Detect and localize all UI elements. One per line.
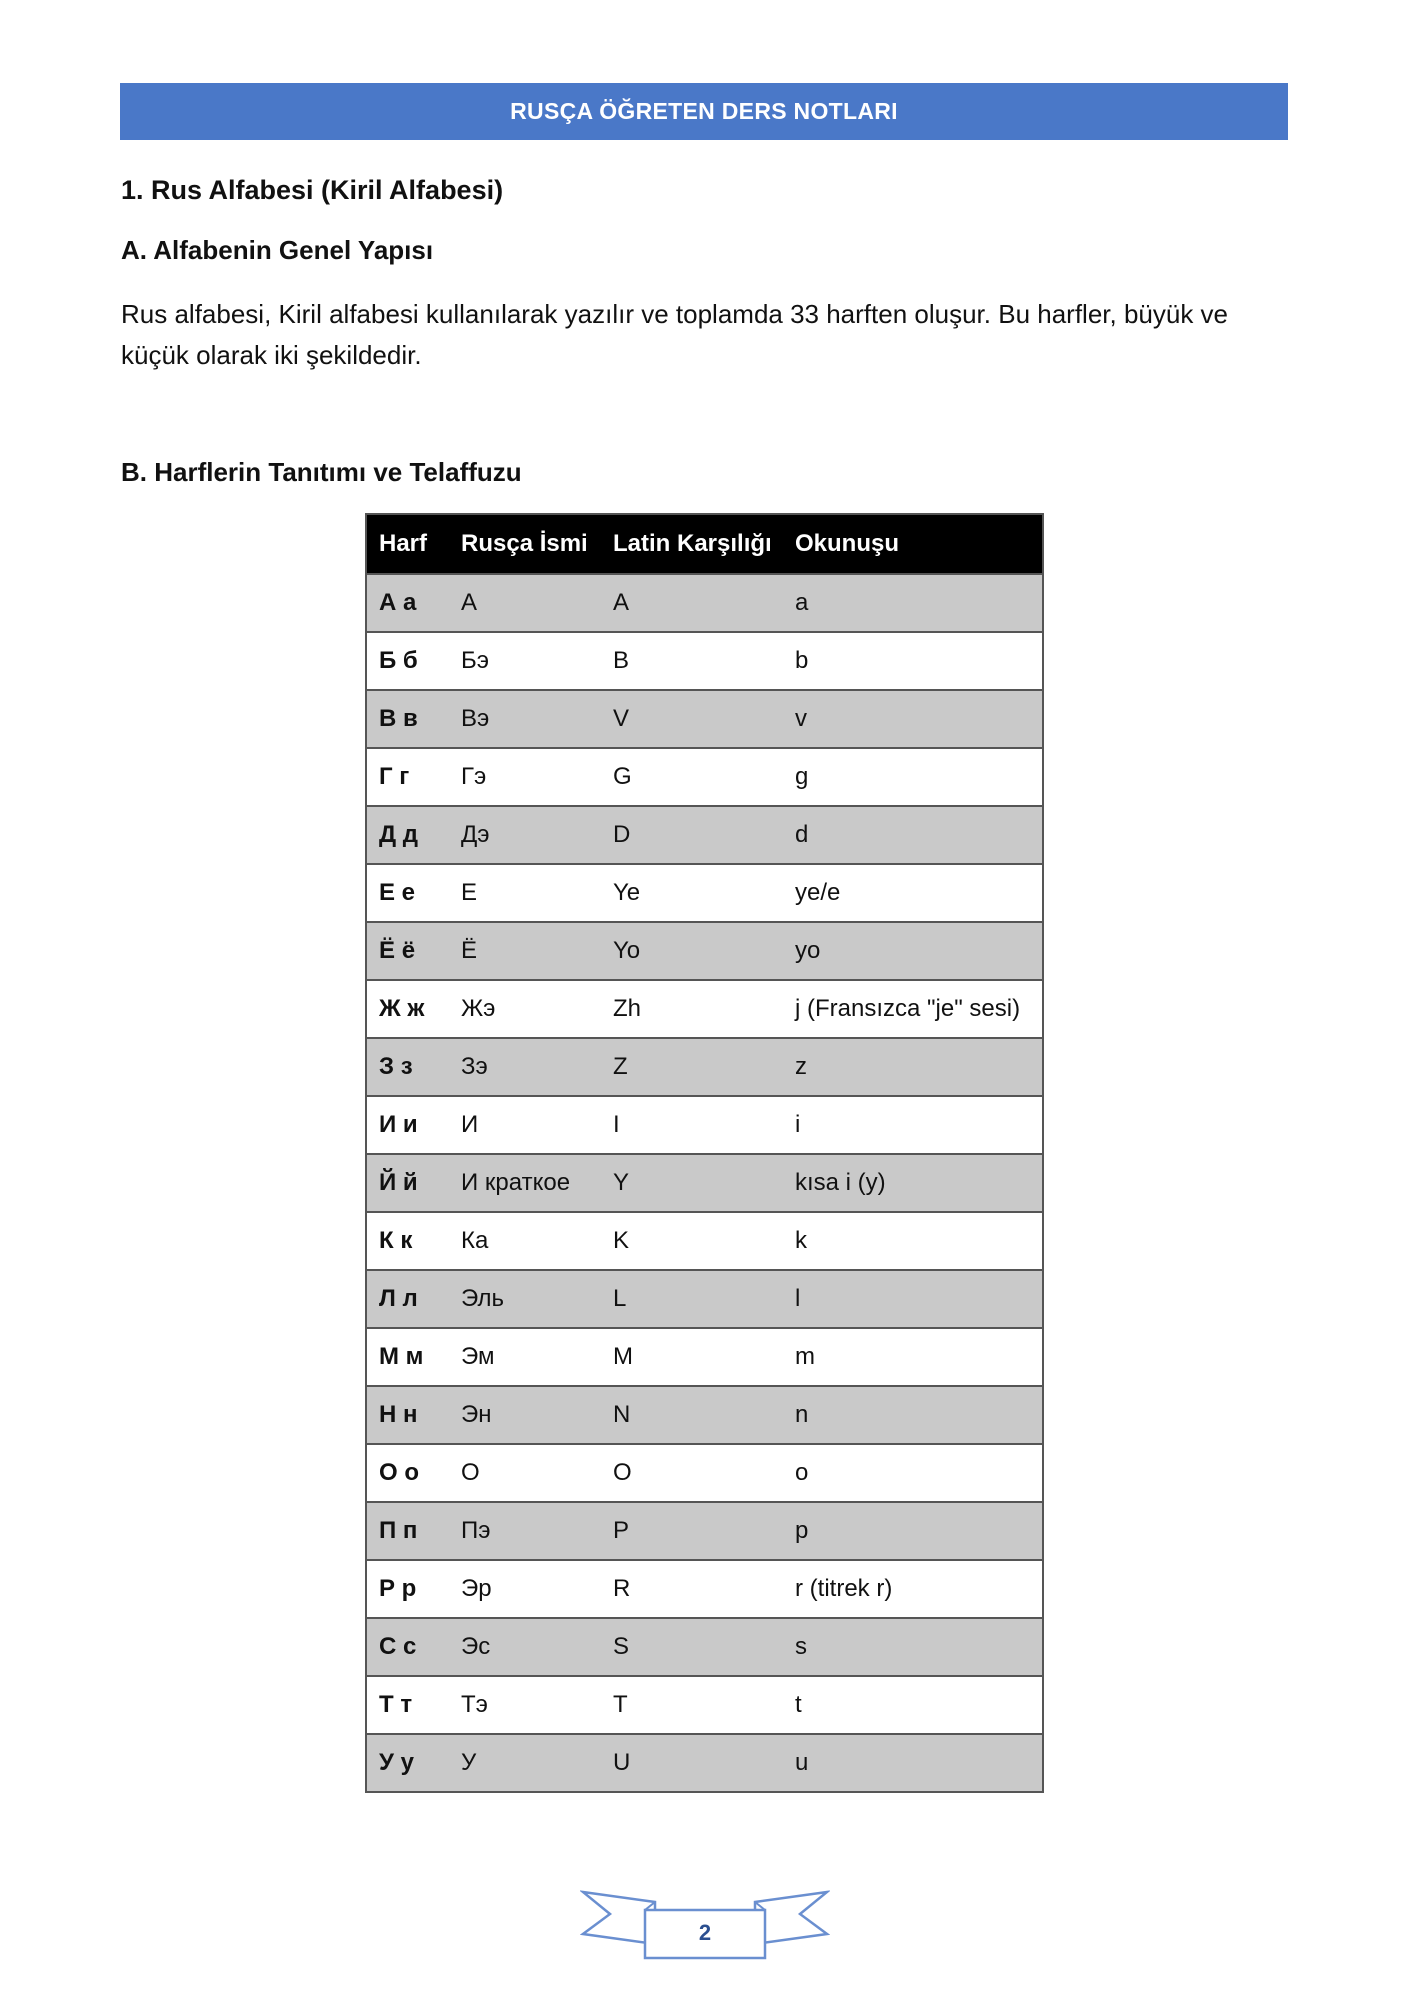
cell-latin-karsiligi: G xyxy=(601,748,783,806)
table-body xyxy=(366,574,1043,1792)
cell-latin-karsiligi: A xyxy=(601,574,783,632)
cell-okunusu: p xyxy=(783,1502,1043,1560)
cell-rusca-ismi: И краткое xyxy=(449,1154,601,1212)
cell-rusca-ismi: Зэ xyxy=(449,1038,601,1096)
table-row xyxy=(366,806,1043,864)
cell-latin-karsiligi: N xyxy=(601,1386,783,1444)
cell-harf: Р р xyxy=(366,1560,449,1618)
cell-okunusu: l xyxy=(783,1270,1043,1328)
header-harf: Harf xyxy=(366,514,449,574)
table-row xyxy=(366,1328,1043,1386)
cell-latin-karsiligi: K xyxy=(601,1212,783,1270)
cell-okunusu: b xyxy=(783,632,1043,690)
header-okunusu: Okunuşu xyxy=(783,514,1043,574)
cell-okunusu: g xyxy=(783,748,1043,806)
cell-latin-karsiligi: S xyxy=(601,1618,783,1676)
cell-rusca-ismi: И xyxy=(449,1096,601,1154)
cell-latin-karsiligi: Zh xyxy=(601,980,783,1038)
cell-rusca-ismi: Эль xyxy=(449,1270,601,1328)
cell-latin-karsiligi: O xyxy=(601,1444,783,1502)
cell-rusca-ismi: Дэ xyxy=(449,806,601,864)
cell-okunusu: k xyxy=(783,1212,1043,1270)
cell-okunusu: yo xyxy=(783,922,1043,980)
cell-okunusu: kısa i (y) xyxy=(783,1154,1043,1212)
header-latin-karsiligi: Latin Karşılığı xyxy=(601,514,783,574)
section-title: 1. Rus Alfabesi (Kiril Alfabesi) xyxy=(121,175,504,205)
table-row xyxy=(366,1560,1043,1618)
cell-harf: Т т xyxy=(366,1676,449,1734)
table-row xyxy=(366,1038,1043,1096)
title-banner xyxy=(120,83,1288,140)
table-row xyxy=(366,748,1043,806)
cell-rusca-ismi: Бэ xyxy=(449,632,601,690)
table-row xyxy=(366,1676,1043,1734)
table-row xyxy=(366,1270,1043,1328)
cell-harf: А а xyxy=(366,574,449,632)
subsection-b-title: B. Harflerin Tanıtımı ve Telaffuzu xyxy=(121,457,522,487)
cell-latin-karsiligi: R xyxy=(601,1560,783,1618)
cell-harf: В в xyxy=(366,690,449,748)
cell-latin-karsiligi: B xyxy=(601,632,783,690)
cell-rusca-ismi: А xyxy=(449,574,601,632)
cell-latin-karsiligi: D xyxy=(601,806,783,864)
cell-okunusu: o xyxy=(783,1444,1043,1502)
cell-rusca-ismi: Гэ xyxy=(449,748,601,806)
cell-harf: П п xyxy=(366,1502,449,1560)
cell-harf: У у xyxy=(366,1734,449,1792)
cell-okunusu: d xyxy=(783,806,1043,864)
subsection-a-paragraph: Rus alfabesi, Kiril alfabesi kullanılarak yazılır ve toplamda 33 harften oluşur. Bu harfler, büyük ve küçük olarak iki şekildedir. xyxy=(121,299,1229,370)
cell-okunusu: z xyxy=(783,1038,1043,1096)
cell-okunusu: u xyxy=(783,1734,1043,1792)
cell-latin-karsiligi: U xyxy=(601,1734,783,1792)
cell-rusca-ismi: Жэ xyxy=(449,980,601,1038)
header-rusca-ismi: Rusça İsmi xyxy=(449,514,601,574)
cell-okunusu: t xyxy=(783,1676,1043,1734)
table-row xyxy=(366,632,1043,690)
cell-okunusu: m xyxy=(783,1328,1043,1386)
cell-harf: Й й xyxy=(366,1154,449,1212)
cell-harf: Ё ё xyxy=(366,922,449,980)
cell-rusca-ismi: Пэ xyxy=(449,1502,601,1560)
cell-rusca-ismi: О xyxy=(449,1444,601,1502)
table-row xyxy=(366,1386,1043,1444)
table-row xyxy=(366,690,1043,748)
cell-rusca-ismi: Е xyxy=(449,864,601,922)
table-row xyxy=(366,1096,1043,1154)
cell-rusca-ismi: Тэ xyxy=(449,1676,601,1734)
cell-latin-karsiligi: M xyxy=(601,1328,783,1386)
cell-rusca-ismi: Эс xyxy=(449,1618,601,1676)
cell-latin-karsiligi: Yo xyxy=(601,922,783,980)
table-row xyxy=(366,864,1043,922)
cell-latin-karsiligi: P xyxy=(601,1502,783,1560)
cell-latin-karsiligi: T xyxy=(601,1676,783,1734)
subsection-a-title: A. Alfabenin Genel Yapısı xyxy=(121,235,434,265)
cell-harf: Б б xyxy=(366,632,449,690)
cell-okunusu: n xyxy=(783,1386,1043,1444)
cell-latin-karsiligi: I xyxy=(601,1096,783,1154)
cell-latin-karsiligi: L xyxy=(601,1270,783,1328)
cell-harf: С с xyxy=(366,1618,449,1676)
table-row xyxy=(366,1444,1043,1502)
cell-harf: Г г xyxy=(366,748,449,806)
cell-rusca-ismi: У xyxy=(449,1734,601,1792)
table-row xyxy=(366,922,1043,980)
table-row xyxy=(366,574,1043,632)
cell-rusca-ismi: Ка xyxy=(449,1212,601,1270)
banner-title: RUSÇA ÖĞRETEN DERS NOTLARI xyxy=(510,98,898,124)
cell-okunusu: ye/e xyxy=(783,864,1043,922)
cell-okunusu: j (Fransızca "je" sesi) xyxy=(783,980,1043,1038)
table-row xyxy=(366,1154,1043,1212)
cell-harf: К к xyxy=(366,1212,449,1270)
alphabet-table xyxy=(365,513,1044,1793)
cell-rusca-ismi: Эн xyxy=(449,1386,601,1444)
cell-okunusu: i xyxy=(783,1096,1043,1154)
cell-latin-karsiligi: Z xyxy=(601,1038,783,1096)
table-header-row xyxy=(366,514,1043,574)
cell-latin-karsiligi: Ye xyxy=(601,864,783,922)
cell-harf: Д д xyxy=(366,806,449,864)
table-row xyxy=(366,1212,1043,1270)
table-row xyxy=(366,980,1043,1038)
cell-rusca-ismi: Эр xyxy=(449,1560,601,1618)
cell-harf: Ж ж xyxy=(366,980,449,1038)
cell-harf: И и xyxy=(366,1096,449,1154)
cell-okunusu: v xyxy=(783,690,1043,748)
table-row xyxy=(366,1734,1043,1792)
cell-rusca-ismi: Ё xyxy=(449,922,601,980)
page-number: 2 xyxy=(698,1920,712,1945)
cell-harf: М м xyxy=(366,1328,449,1386)
cell-harf: Е е xyxy=(366,864,449,922)
cell-harf: О о xyxy=(366,1444,449,1502)
cell-okunusu: r (titrek r) xyxy=(783,1560,1043,1618)
cell-okunusu: a xyxy=(783,574,1043,632)
table-row xyxy=(366,1502,1043,1560)
table-row xyxy=(366,1618,1043,1676)
cell-rusca-ismi: Вэ xyxy=(449,690,601,748)
cell-harf: Л л xyxy=(366,1270,449,1328)
cell-rusca-ismi: Эм xyxy=(449,1328,601,1386)
cell-okunusu: s xyxy=(783,1618,1043,1676)
cell-harf: Н н xyxy=(366,1386,449,1444)
cell-latin-karsiligi: V xyxy=(601,690,783,748)
cell-harf: З з xyxy=(366,1038,449,1096)
cell-latin-karsiligi: Y xyxy=(601,1154,783,1212)
